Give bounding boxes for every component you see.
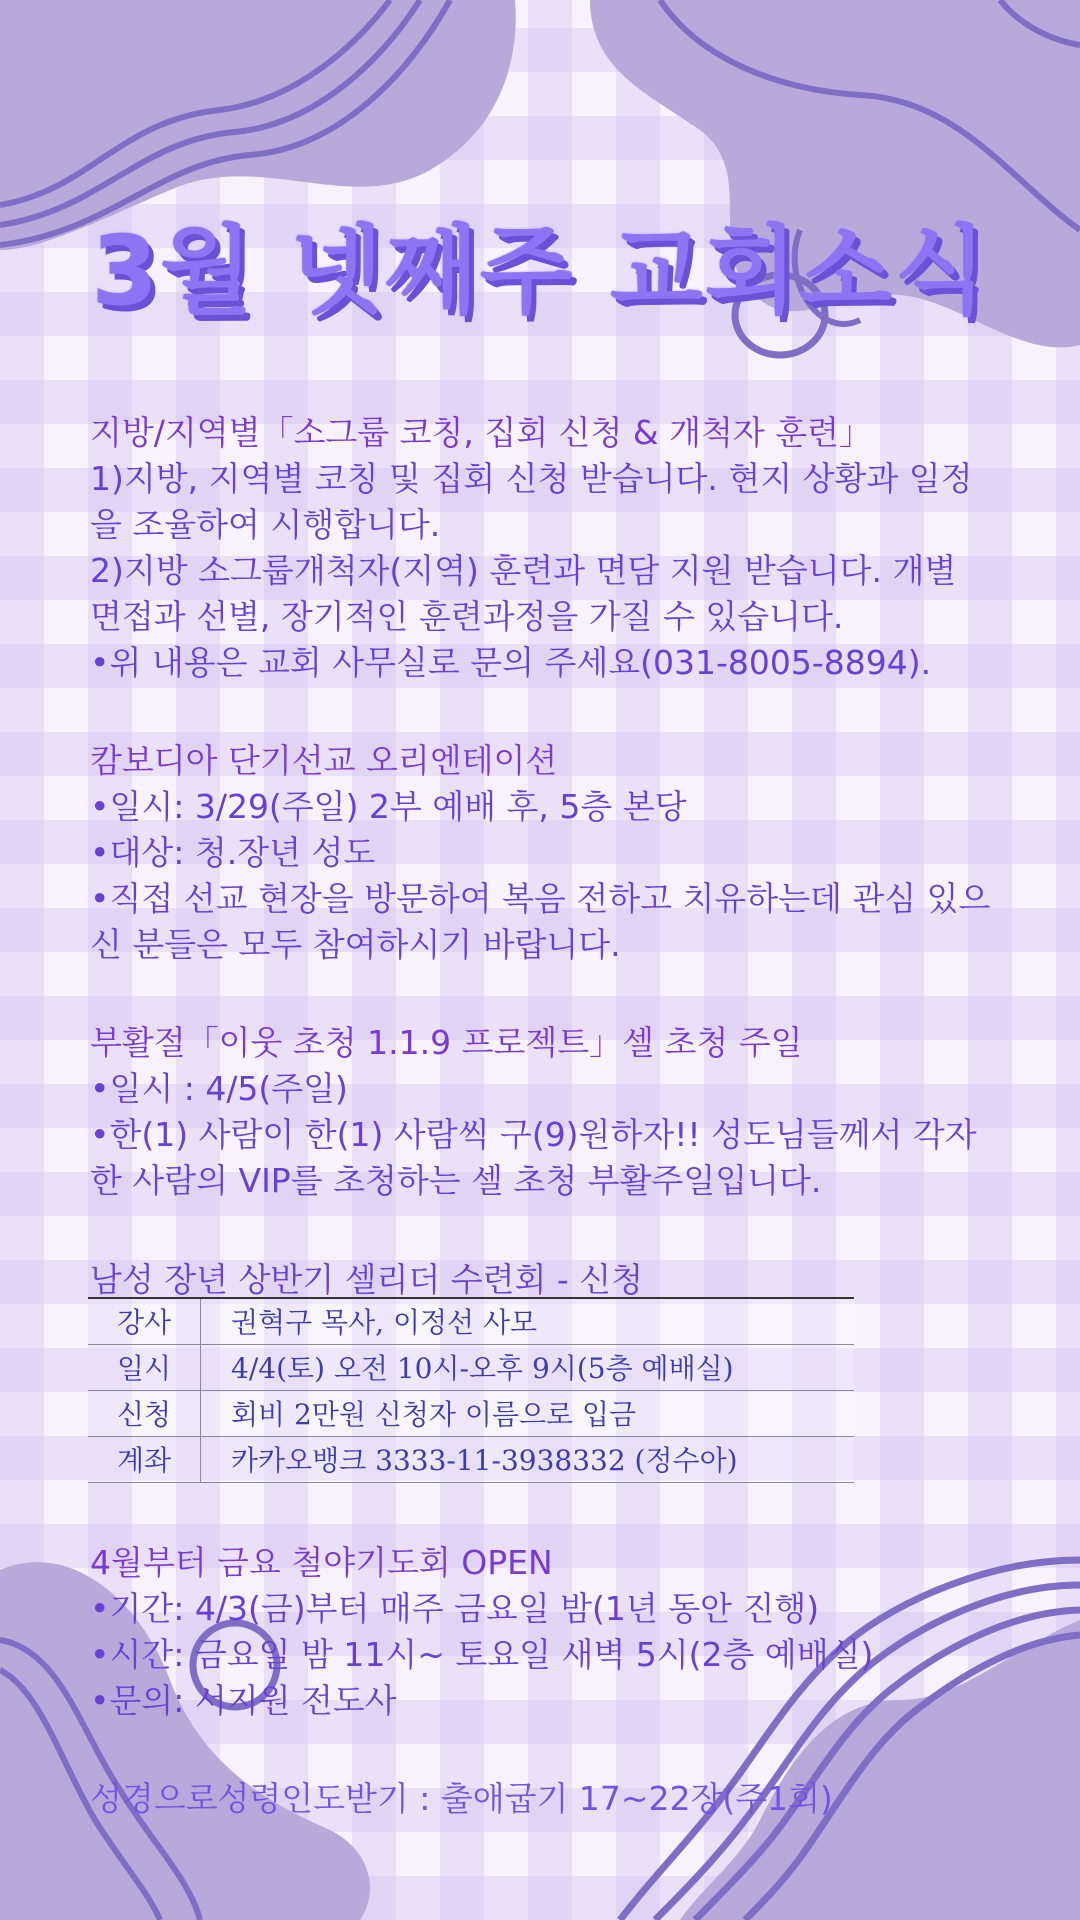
table-key-cell: 일시 xyxy=(88,1344,201,1390)
easter-line: •일시 : 4/5(주일) xyxy=(90,1069,348,1108)
coaching-line: 을 조율하여 시행합니다. xyxy=(90,505,441,544)
table-row xyxy=(88,1298,854,1344)
coaching-contact-line: •위 내용은 교회 사무실로 문의 주세요(031-8005-8894). xyxy=(90,643,932,682)
coaching-heading: 지방/지역별「소그룹 코칭, 집회 신청 & 개척자 훈련」 xyxy=(90,413,872,452)
friday-prayer-line: •문의: 서지원 전도사 xyxy=(90,1681,397,1720)
coaching-line: 2)지방 소그룹개척자(지역) 훈련과 면담 지원 받습니다. 개별 xyxy=(90,551,957,590)
coaching-line: 1)지방, 지역별 코칭 및 집회 신청 받습니다. 현지 상황과 일정 xyxy=(90,459,973,498)
page-title: 3월 넷째주 교회소식 xyxy=(91,215,989,327)
table-key-cell: 강사 xyxy=(88,1298,201,1344)
table-key-cell: 신청 xyxy=(88,1390,201,1436)
easter-line: 한 사람의 VIP를 초청하는 셀 초청 부활주일입니다. xyxy=(90,1161,822,1200)
friday-prayer-line: •시간: 금요일 밤 11시~ 토요일 새벽 5시(2층 예배실) xyxy=(90,1635,874,1674)
friday-prayer-heading: 4월부터 금요 철야기도회 OPEN xyxy=(90,1543,553,1582)
cambodia-heading: 캄보디아 단기선교 오리엔테이션 xyxy=(90,741,558,780)
friday-prayer-line: •기간: 4/3(금)부터 매주 금요일 밤(1년 동안 진행) xyxy=(90,1589,820,1628)
table-row xyxy=(88,1390,854,1436)
cambodia-line: •대상: 청.장년 성도 xyxy=(90,833,376,872)
table-row xyxy=(88,1436,854,1482)
retreat-info-table xyxy=(88,1297,854,1483)
coaching-line: 면접과 선별, 장기적인 훈련과정을 가질 수 있습니다. xyxy=(90,597,844,636)
cambodia-line: •일시: 3/29(주일) 2부 예배 후, 5층 본당 xyxy=(90,787,687,826)
table-row xyxy=(88,1344,854,1390)
cambodia-line: 신 분들은 모두 참여하시기 바랍니다. xyxy=(90,925,621,964)
easter-line: •한(1) 사람이 한(1) 사람씩 구(9)원하자!! 성도님들께서 각자 xyxy=(90,1115,977,1154)
table-value-cell: 4/4(토) 오전 10시-오후 9시(5층 예배실) xyxy=(201,1344,855,1390)
table-value-cell: 권혁구 목사, 이정선 사모 xyxy=(201,1298,855,1344)
cambodia-line: •직접 선교 현장을 방문하여 복음 전하고 치유하는데 관심 있으 xyxy=(90,879,991,918)
table-value-cell: 회비 2만원 신청자 이름으로 입금 xyxy=(201,1390,855,1436)
table-value-cell: 카카오뱅크 3333-11-3938332 (정수아) xyxy=(201,1436,855,1482)
bible-reading-footer: 성경으로성령인도받기 : 출애굽기 17~22장(주1회) xyxy=(90,1779,833,1818)
retreat-heading: 남성 장년 상반기 셀리더 수련회 - 신청 xyxy=(90,1260,644,1299)
easter-heading: 부활절「이웃 초청 1.1.9 프로젝트」셀 초청 주일 xyxy=(90,1023,803,1062)
table-key-cell: 계좌 xyxy=(88,1436,201,1482)
